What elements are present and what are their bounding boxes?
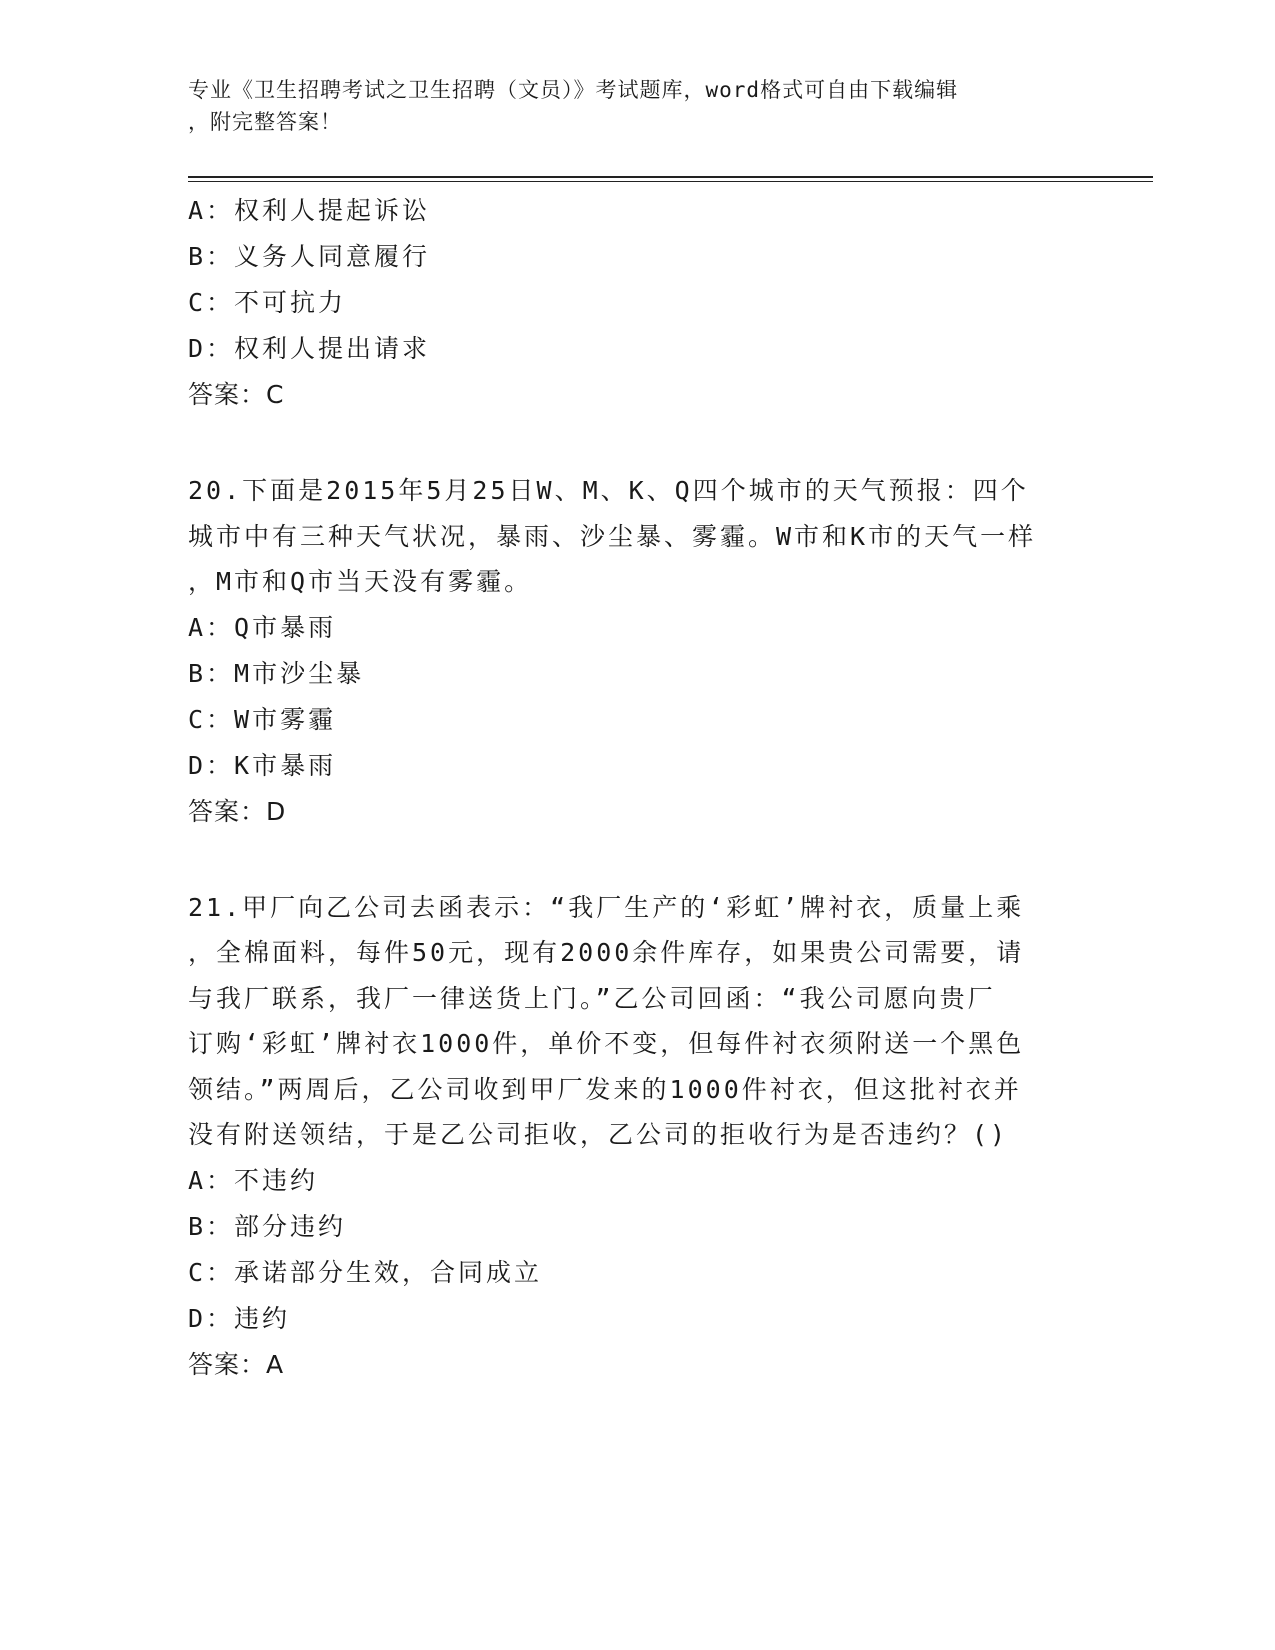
option-c: C：承诺部分生效，合同成立 [188,1257,543,1287]
stem-line: 没有附送领结，于是乙公司拒收，乙公司的拒收行为是否违约？() [188,1120,1009,1149]
answer-line: 答案：C [188,380,285,409]
option-a: A：不违约 [188,1165,319,1195]
option-a: A：权利人提起诉讼 [188,196,431,225]
header-line: ，附完整答案！ [188,110,342,134]
question-20 [188,468,1088,835]
option-d: D：K市暴雨 [188,750,337,780]
header-rule-thick [188,176,1153,178]
stem-line: 20.下面是2015年5月25日W、M、K、Q四个城市的天气预报：四个 [188,476,1029,505]
document-body [188,188,1088,1388]
answer-line: 答案：D [188,796,287,826]
document-header [188,74,1068,138]
question-21 [188,885,1088,1388]
option-d: D：权利人提出请求 [188,334,431,363]
option-b: B：M市沙尘暴 [188,658,365,688]
option-b: B：部分违约 [188,1211,347,1241]
option-c: C：不可抗力 [188,288,347,317]
option-a: A：Q市暴雨 [188,612,337,642]
continued-question [188,188,1088,418]
stem-line: 与我厂联系，我厂一律送货上门。”乙公司回函：“我公司愿向贵厂 [188,983,996,1013]
stem-line: 订购‘彩虹’牌衬衣1000件，单价不变，但每件衬衣须附送一个黑色 [188,1029,1025,1058]
stem-line: 领结。”两周后，乙公司收到甲厂发来的1000件衬衣，但这批衬衣并 [188,1074,1022,1104]
stem-line: ，M市和Q市当天没有雾霾。 [188,567,533,596]
answer-line: 答案：A [188,1349,285,1379]
header-rule-thin [188,181,1153,182]
stem-line: 城市中有三种天气状况，暴雨、沙尘暴、雾霾。W市和K市的天气一样 [188,521,1037,551]
header-line: 专业《卫生招聘考试之卫生招聘（文员）》考试题库，word格式可自由下载编辑 [188,78,959,102]
stem-line: 21.甲厂向乙公司去函表示：“我厂生产的‘彩虹’牌衬衣，质量上乘 [188,892,1025,922]
question-stem [188,885,1088,1158]
option-b: B：义务人同意履行 [188,242,431,271]
option-c: C：W市雾霾 [188,704,337,734]
question-stem [188,468,1088,605]
option-d: D：违约 [188,1303,291,1333]
stem-line: ，全棉面料，每件50元，现有2000余件库存，如果贵公司需要，请 [188,938,1025,967]
